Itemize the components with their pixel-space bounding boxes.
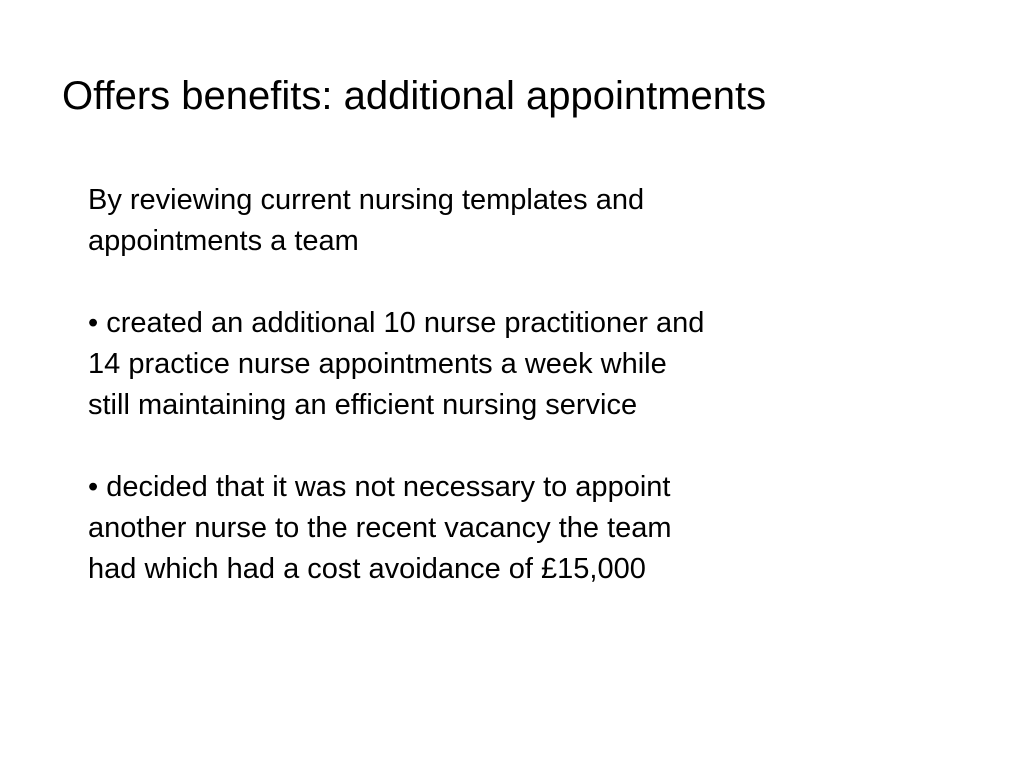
paragraph-spacer xyxy=(88,262,848,303)
slide-body xyxy=(88,180,848,590)
bullet-line: still maintaining an efficient nursing service xyxy=(88,389,638,421)
bullet-item-cost-avoidance xyxy=(88,467,848,590)
paragraph-spacer xyxy=(88,426,848,467)
bullet-line: 14 practice nurse appointments a week while xyxy=(88,348,667,380)
slide-title: Offers benefits: additional appointments xyxy=(62,74,767,118)
bullet-line: another nurse to the recent vacancy the team xyxy=(88,512,672,544)
intro-paragraph xyxy=(88,180,848,262)
intro-line: appointments a team xyxy=(88,225,359,257)
bullet-item-additional-appointments xyxy=(88,303,848,426)
bullet-line: • created an additional 10 nurse practitioner and xyxy=(88,307,705,339)
bullet-line: • decided that it was not necessary to appoint xyxy=(88,471,671,503)
bullet-line: had which had a cost avoidance of £15,000 xyxy=(88,553,646,585)
intro-line: By reviewing current nursing templates and xyxy=(88,184,645,216)
